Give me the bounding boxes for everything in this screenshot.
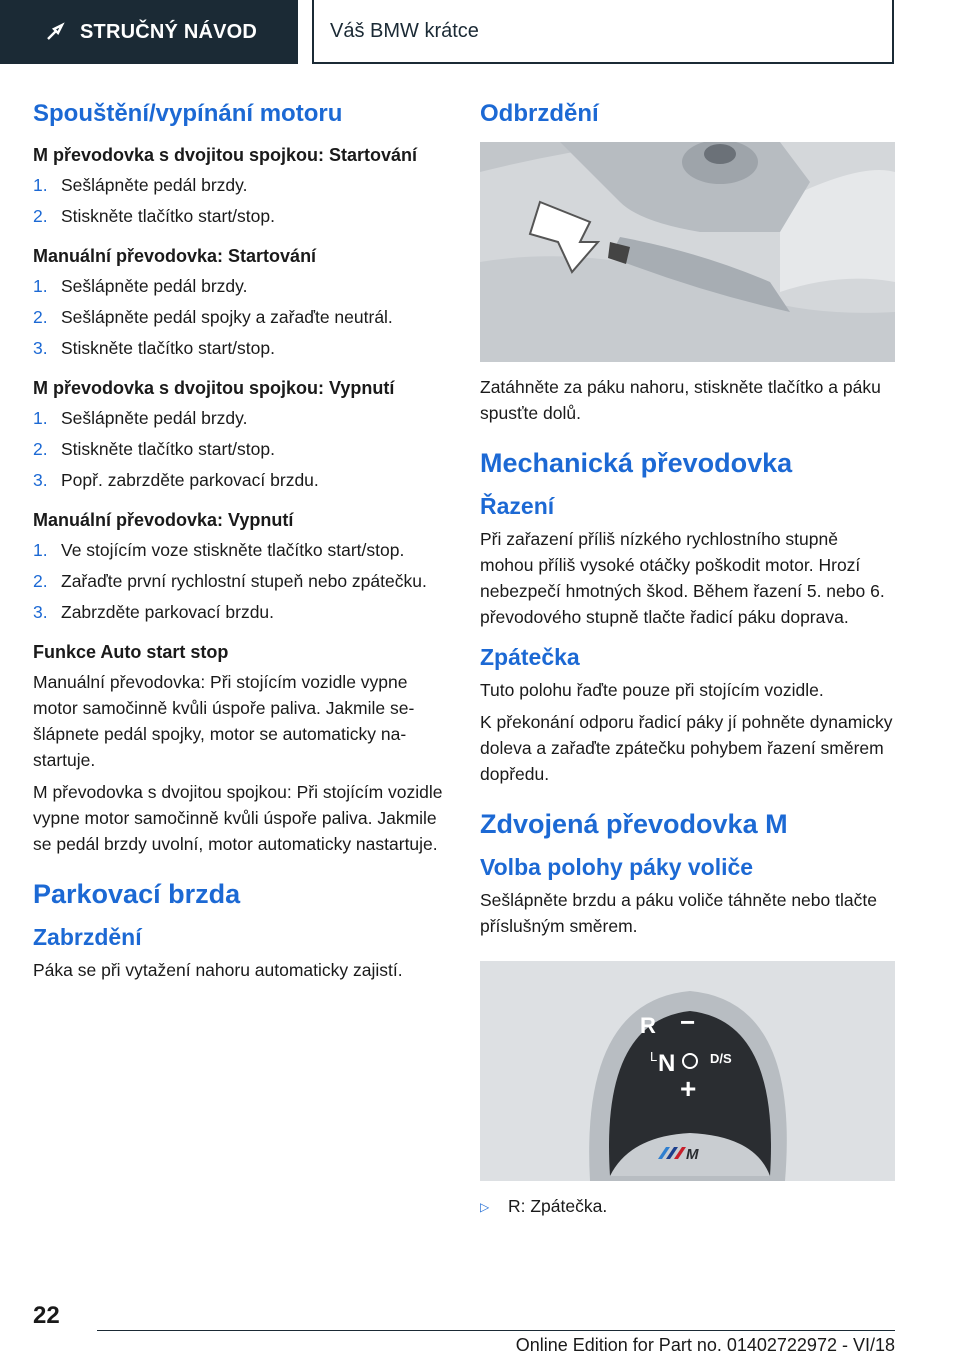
step-number: 3.: [33, 338, 48, 358]
step-item: [33, 335, 453, 361]
step-number: 2.: [33, 307, 48, 327]
step-text: Sešlápněte pedál brzdy.: [61, 276, 248, 296]
step-number: 2.: [33, 206, 48, 226]
procedure-dct-start: [33, 142, 453, 229]
step-number: 1.: [33, 175, 48, 195]
subsection-title-apply: Zabrzdění: [33, 924, 142, 950]
footer-divider: [97, 1330, 895, 1331]
step-item: [33, 537, 453, 563]
m-logo-text: M: [686, 1146, 699, 1163]
header-title: Váš BMW krátce: [330, 19, 479, 42]
step-item: [33, 304, 453, 330]
knob-r-label: R: [640, 1013, 656, 1038]
step-item: [33, 405, 453, 431]
knob-l-label: L: [650, 1049, 658, 1064]
parking-brake-illustration: [480, 142, 895, 362]
step-list: [33, 273, 453, 361]
procedure-heading: M převodovka s dvojitou spojkou: Startování: [33, 145, 418, 165]
triangle-bullet-icon: ▷: [480, 1200, 490, 1214]
apply-text: Páka se při vytažení nahoru automaticky zajistí.: [33, 960, 403, 980]
procedure-manual-stop: [33, 507, 453, 625]
reverse-text-1: Tuto polohu řaďte pouze při stojícím vozidle.: [480, 680, 824, 700]
bullet-text: R: Zpátečka.: [508, 1196, 608, 1216]
section-title-parking-brake: Parkovací brzda: [33, 879, 241, 909]
section-title-engine: Spouštění/vypínání motoru: [33, 100, 343, 127]
step-item: [33, 568, 453, 594]
step-number: 1.: [33, 408, 48, 428]
procedure-heading: M převodovka s dvojitou spojkou: Vypnutí: [33, 378, 395, 398]
step-list: [33, 405, 453, 493]
step-list: [33, 537, 453, 625]
step-text: Ve stojícím voze stiskněte tlačítko start/stop.: [61, 540, 405, 560]
knob-minus-label: −: [680, 1007, 696, 1037]
step-text: Zařaďte první rychlostní stupeň nebo zpátečku.: [61, 571, 427, 591]
header-tab-label: STRUČNÝ NÁVOD: [80, 20, 258, 43]
section-title-release: Odbrzdění: [480, 100, 599, 127]
footer-edition: Online Edition for Part no. 01402722972 - VI/18: [515, 1335, 895, 1355]
procedure-heading: Manuální převodovka: Vypnutí: [33, 510, 294, 530]
step-item: [33, 203, 453, 229]
step-number: 3.: [33, 470, 48, 490]
step-item: [33, 436, 453, 462]
auto-start-text-manual: Manuální převodovka: Při stojícím vozidle vypne motor samočinně kvůli úspoře paliva. Jakmile sešlápnete pedál spojky, motor se automaticky nastartuje.: [33, 672, 415, 770]
step-text: Sešlápněte pedál brzdy.: [61, 175, 248, 195]
knob-n-label: N: [658, 1050, 676, 1077]
step-number: 2.: [33, 439, 48, 459]
gear-knob-illustration: [480, 961, 895, 1181]
step-number: 3.: [33, 602, 48, 622]
release-text: Zatáhněte za páku nahoru, stiskněte tlačítko a páku spusťte dolů.: [480, 377, 881, 423]
step-text: Popř. zabrzděte parkovací brzdu.: [61, 470, 319, 490]
step-text: Sešlápněte pedál spojky a zařaďte neutrál.: [61, 307, 393, 327]
quick-guide-icon: [44, 21, 66, 43]
step-text: Stiskněte tlačítko start/stop.: [61, 439, 275, 459]
step-item: [33, 467, 453, 493]
subsection-title-reverse: Zpátečka: [480, 644, 580, 670]
knob-plus-label: +: [680, 1073, 697, 1104]
procedure-heading: Manuální převodovka: Startování: [33, 246, 317, 266]
step-item: [33, 273, 453, 299]
procedure-dct-stop: [33, 375, 453, 493]
step-number: 1.: [33, 276, 48, 296]
step-item: [33, 599, 453, 625]
left-column: [33, 100, 453, 989]
step-text: Stiskněte tlačítko start/stop.: [61, 338, 275, 358]
header-title-box: [312, 0, 894, 64]
shifting-text: Při zařazení příliš nízkého rychlostního stupně mohou příliš vysoké otáčky poškodit motor. Hrozí nebezpečí hmotných škod. Během řazení 5. nebo 6. převodového stupně tlačte řadicí páku doprava.: [480, 529, 885, 627]
selector-text: Sešlápněte brzdu a páku voliče táhněte nebo tlačte příslušným směrem.: [480, 890, 877, 936]
step-number: 1.: [33, 540, 48, 560]
gear-selector-image: [480, 961, 895, 1181]
header-tab: [0, 0, 298, 64]
step-list: [33, 172, 453, 229]
auto-start-heading: Funkce Auto start stop: [33, 642, 229, 662]
section-title-manual-gearbox: Mechanická převodovka: [480, 448, 793, 478]
procedure-manual-start: [33, 243, 453, 361]
subsection-title-shifting: Řazení: [480, 493, 555, 519]
step-text: Zabrzděte parkovací brzdu.: [61, 602, 275, 622]
step-text: Stiskněte tlačítko start/stop.: [61, 206, 275, 226]
reverse-text-2: K překonání odporu řadicí páky jí pohněte dynamicky doleva a zařaďte zpátečku pohybem řazení směrem dopředu.: [480, 712, 893, 784]
knob-ds-label: D/S: [710, 1051, 732, 1066]
right-column: [480, 100, 896, 1220]
step-item: [33, 172, 453, 198]
step-text: Sešlápněte pedál brzdy.: [61, 408, 248, 428]
step-number: 2.: [33, 571, 48, 591]
parking-brake-image: [480, 142, 895, 362]
subsection-title-selector: Volba polohy páky voliče: [480, 854, 754, 880]
section-title-dct: Zdvojená převodovka M: [480, 809, 788, 839]
bullet-item: [480, 1193, 896, 1220]
page-number: 22: [33, 1302, 60, 1329]
auto-start-text-dct: M převodovka s dvojitou spojkou: Při stojícím vozidle vypne motor samočinně kvůli úspoře paliva. Jakmile se pedál brzdy uvolní, motor automaticky nastartuje.: [33, 782, 443, 854]
